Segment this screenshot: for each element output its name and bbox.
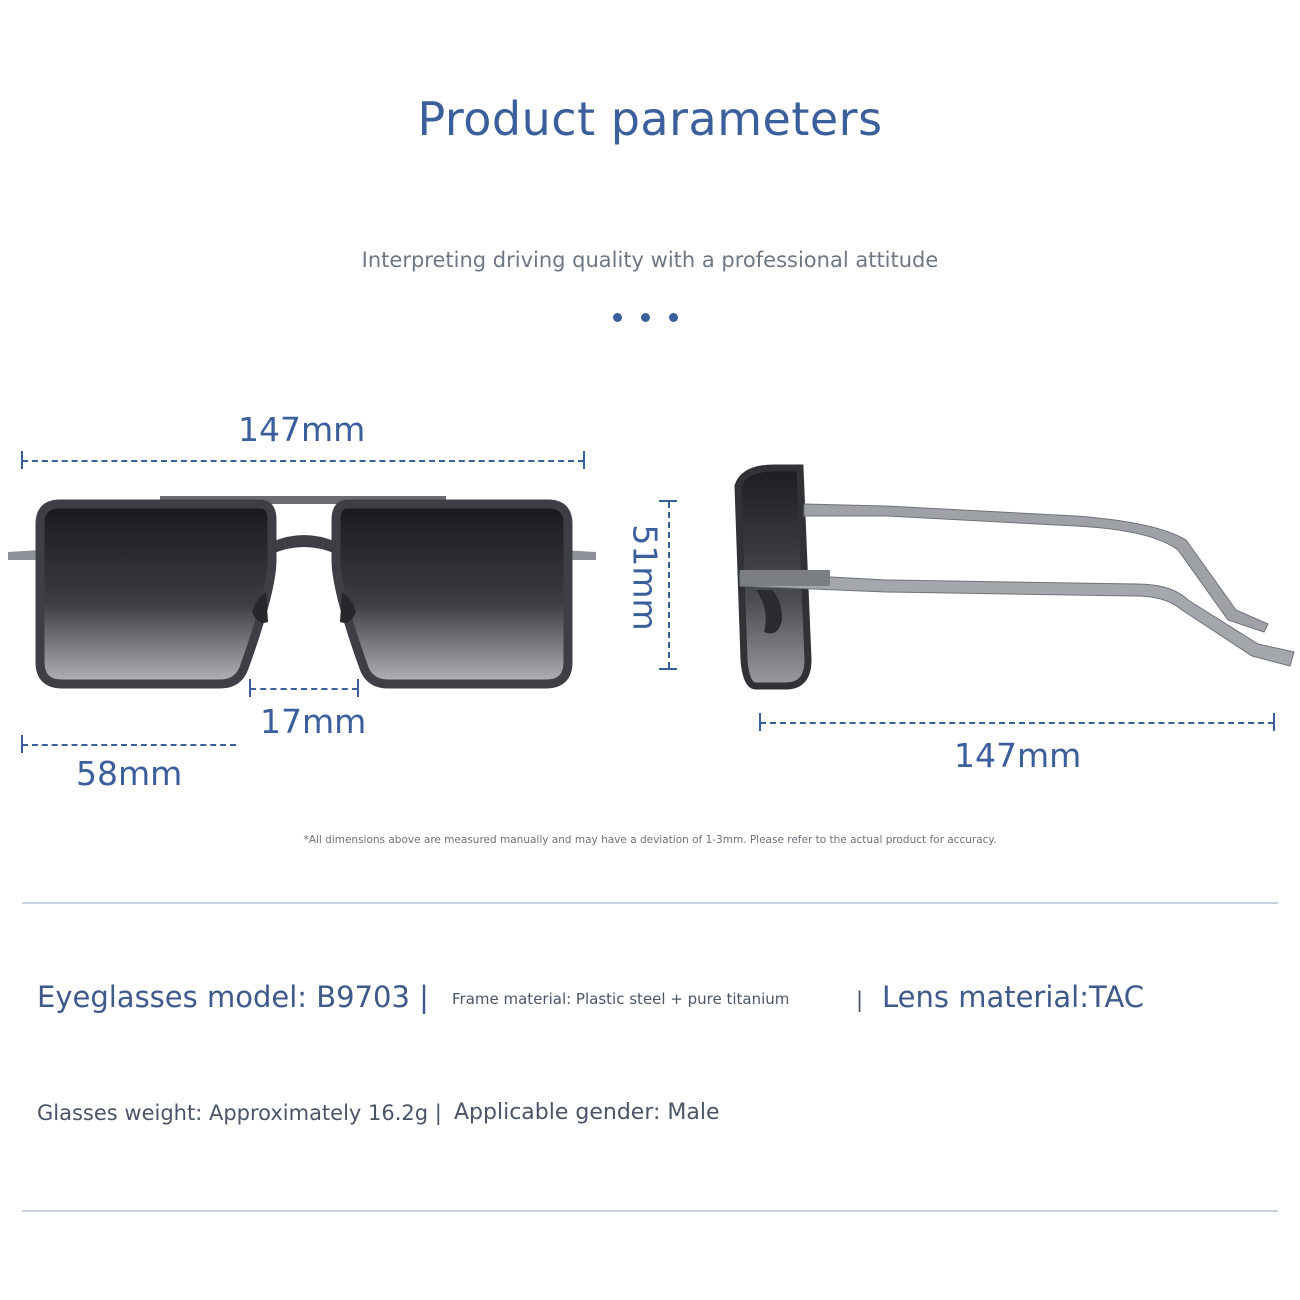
bridge-label: 17mm [260,702,367,741]
spec-model: Eyeglasses model: B9703 | [37,980,429,1014]
side-view-glasses-image [716,460,1300,696]
dot-2 [641,313,650,322]
spec-separator: | [856,988,864,1012]
lens-height-tick-bottom [659,668,677,670]
lens-width-line [22,744,236,746]
temple-length-tick-left [759,713,761,731]
lens-height-tick-top [659,500,677,502]
lens-height-label: 51mm [625,524,665,631]
bridge-tick-left [249,679,251,697]
decorative-dots [613,313,693,325]
divider-top [22,902,1278,904]
temple-length-label: 147mm [954,736,1082,775]
page-title: Product parameters [417,92,883,146]
lens-width-label: 58mm [76,754,183,793]
lens-height-line [668,502,670,668]
divider-bottom [22,1210,1278,1212]
front-view-glasses-image [0,480,610,700]
lens-width-tick-left [21,735,23,753]
dot-3 [669,313,678,322]
front-width-tick-right [583,451,585,469]
spec-lens-material: Lens material:TAC [882,980,1145,1014]
front-width-label: 147mm [238,410,366,449]
temple-length-line [760,722,1274,724]
bridge-tick-right [357,679,359,697]
bridge-line [250,688,358,690]
measurement-note: *All dimensions above are measured manually and may have a deviation of 1-3mm. Please refer to the actual product for accuracy. [303,834,997,846]
temple-length-tick-right [1273,713,1275,731]
page-subtitle: Interpreting driving quality with a professional attitude [361,248,939,272]
front-width-line [22,460,584,462]
lens-height-label-wrap [620,522,665,632]
front-width-tick-left [21,451,23,469]
spec-weight: Glasses weight: Approximately 16.2g | [37,1101,442,1125]
spec-frame-material: Frame material: Plastic steel + pure titanium [452,990,790,1008]
dot-1 [613,313,622,322]
spec-gender: Applicable gender: Male [454,1100,720,1125]
